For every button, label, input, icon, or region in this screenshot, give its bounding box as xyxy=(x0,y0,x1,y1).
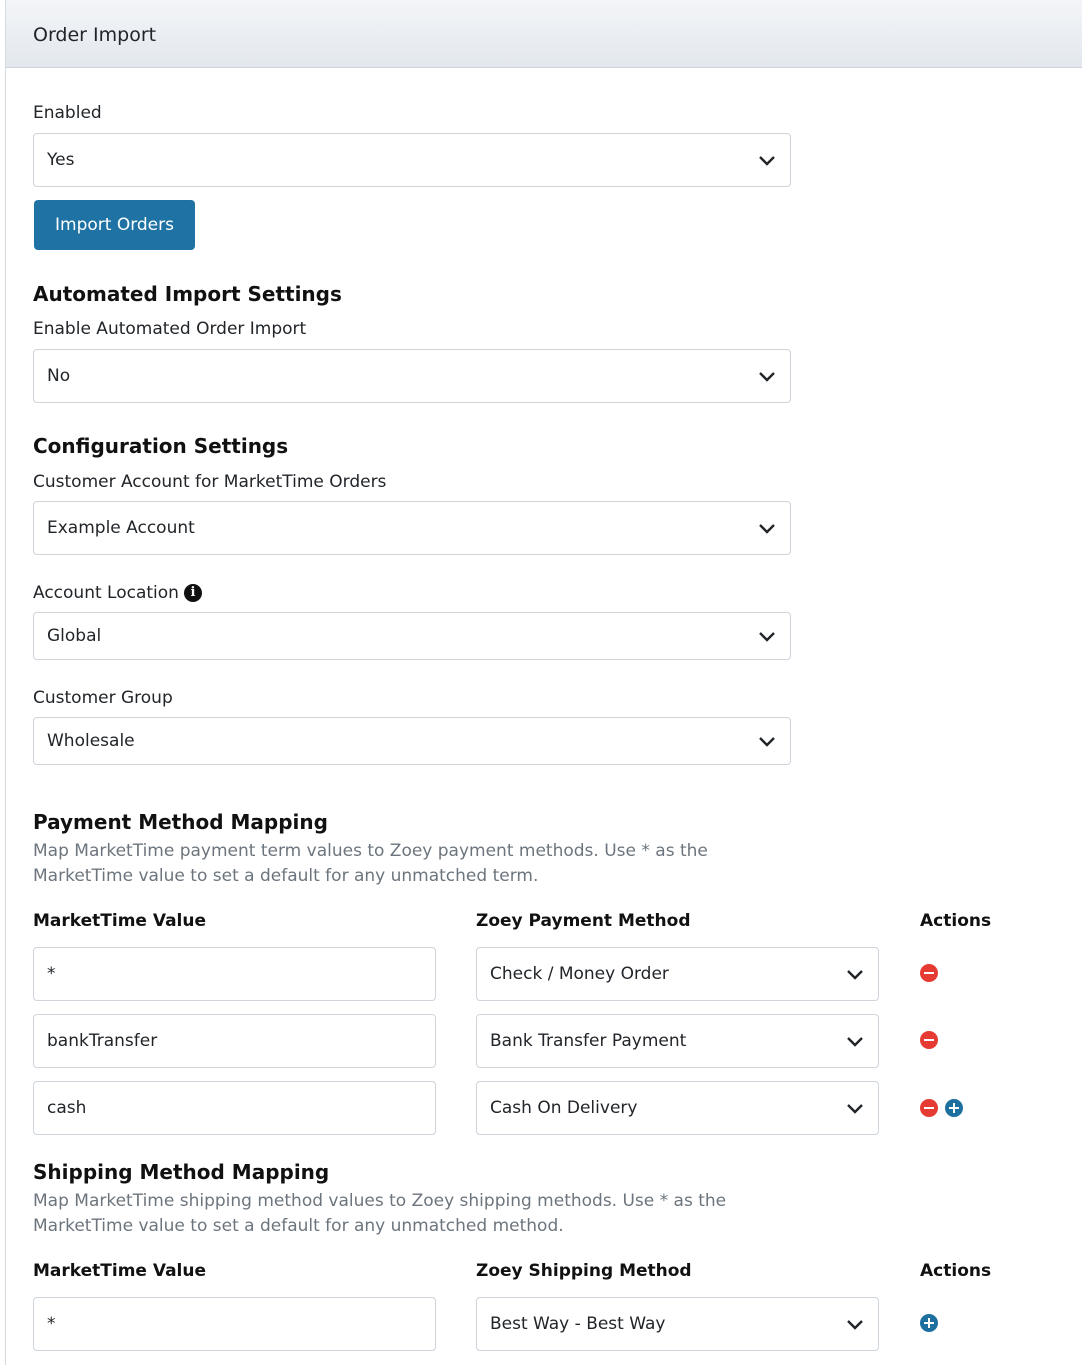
payment-heading: Payment Method Mapping xyxy=(33,810,328,834)
remove-row-icon[interactable] xyxy=(920,1099,938,1117)
payment-method-select[interactable] xyxy=(476,1081,879,1135)
enabled-select[interactable] xyxy=(33,133,791,187)
account-location-label: Account Location xyxy=(33,583,179,603)
panel-title: Order Import xyxy=(33,24,157,46)
shipping-description: Map MarketTime shipping method values to Zoey shipping methods. Use * as the MarketTime value to set a default for any unmatched method. xyxy=(33,1191,727,1236)
chevron-down-icon xyxy=(846,1102,864,1114)
automated-label: Enable Automated Order Import xyxy=(33,319,307,339)
chevron-down-icon xyxy=(846,1318,864,1330)
payment-col-actions: Actions xyxy=(920,911,992,931)
shipping-heading: Shipping Method Mapping xyxy=(33,1160,330,1184)
payment-method-select[interactable] xyxy=(476,1014,879,1068)
payment-method-value: Cash On Delivery xyxy=(490,1098,638,1118)
payment-method-value: Bank Transfer Payment xyxy=(490,1031,687,1051)
payment-col-value: MarketTime Value xyxy=(33,911,207,931)
import-orders-button[interactable]: Import Orders xyxy=(34,200,195,250)
customer-account-label: Customer Account for MarketTime Orders xyxy=(33,472,387,492)
automated-import-select[interactable] xyxy=(33,349,791,403)
shipping-method-select[interactable] xyxy=(476,1297,879,1351)
info-icon[interactable]: i xyxy=(184,584,202,602)
chevron-down-icon xyxy=(846,968,864,980)
payment-value-input[interactable] xyxy=(33,947,436,1001)
chevron-down-icon xyxy=(758,370,776,382)
enabled-select-value: Yes xyxy=(47,150,75,170)
remove-row-icon[interactable] xyxy=(920,1031,938,1049)
shipping-col-actions: Actions xyxy=(920,1261,992,1281)
shipping-col-value: MarketTime Value xyxy=(33,1261,207,1281)
account-location-value: Global xyxy=(47,626,102,646)
customer-account-value: Example Account xyxy=(47,518,195,538)
shipping-value-text: * xyxy=(47,1314,56,1334)
automated-heading: Automated Import Settings xyxy=(33,282,342,306)
add-row-icon[interactable] xyxy=(920,1314,938,1332)
payment-value-text: * xyxy=(47,964,56,984)
customer-account-select[interactable] xyxy=(33,501,791,555)
shipping-value-input[interactable] xyxy=(33,1297,436,1351)
chevron-down-icon xyxy=(846,1035,864,1047)
payment-value-input[interactable] xyxy=(33,1081,436,1135)
automated-select-value: No xyxy=(47,366,71,386)
payment-description: Map MarketTime payment term values to Zoey payment methods. Use * as the MarketTime value to set a default for any unmatched term. xyxy=(33,841,708,886)
customer-group-label: Customer Group xyxy=(33,688,173,708)
panel-header xyxy=(6,0,1082,68)
payment-method-value: Check / Money Order xyxy=(490,964,669,984)
shipping-method-value: Best Way - Best Way xyxy=(490,1314,666,1334)
customer-group-select[interactable] xyxy=(33,717,791,765)
shipping-col-method: Zoey Shipping Method xyxy=(476,1261,692,1281)
payment-method-select[interactable] xyxy=(476,947,879,1001)
remove-row-icon[interactable] xyxy=(920,964,938,982)
add-row-icon[interactable] xyxy=(945,1099,963,1117)
chevron-down-icon xyxy=(758,522,776,534)
chevron-down-icon xyxy=(758,630,776,642)
chevron-down-icon xyxy=(758,154,776,166)
payment-col-method: Zoey Payment Method xyxy=(476,911,691,931)
account-location-select[interactable] xyxy=(33,612,791,660)
enabled-label: Enabled xyxy=(33,103,102,123)
payment-value-input[interactable] xyxy=(33,1014,436,1068)
customer-group-value: Wholesale xyxy=(47,731,135,751)
payment-value-text: bankTransfer xyxy=(47,1031,158,1051)
config-heading: Configuration Settings xyxy=(33,434,289,458)
chevron-down-icon xyxy=(758,735,776,747)
payment-value-text: cash xyxy=(47,1098,87,1118)
order-import-panel xyxy=(5,0,1082,1365)
